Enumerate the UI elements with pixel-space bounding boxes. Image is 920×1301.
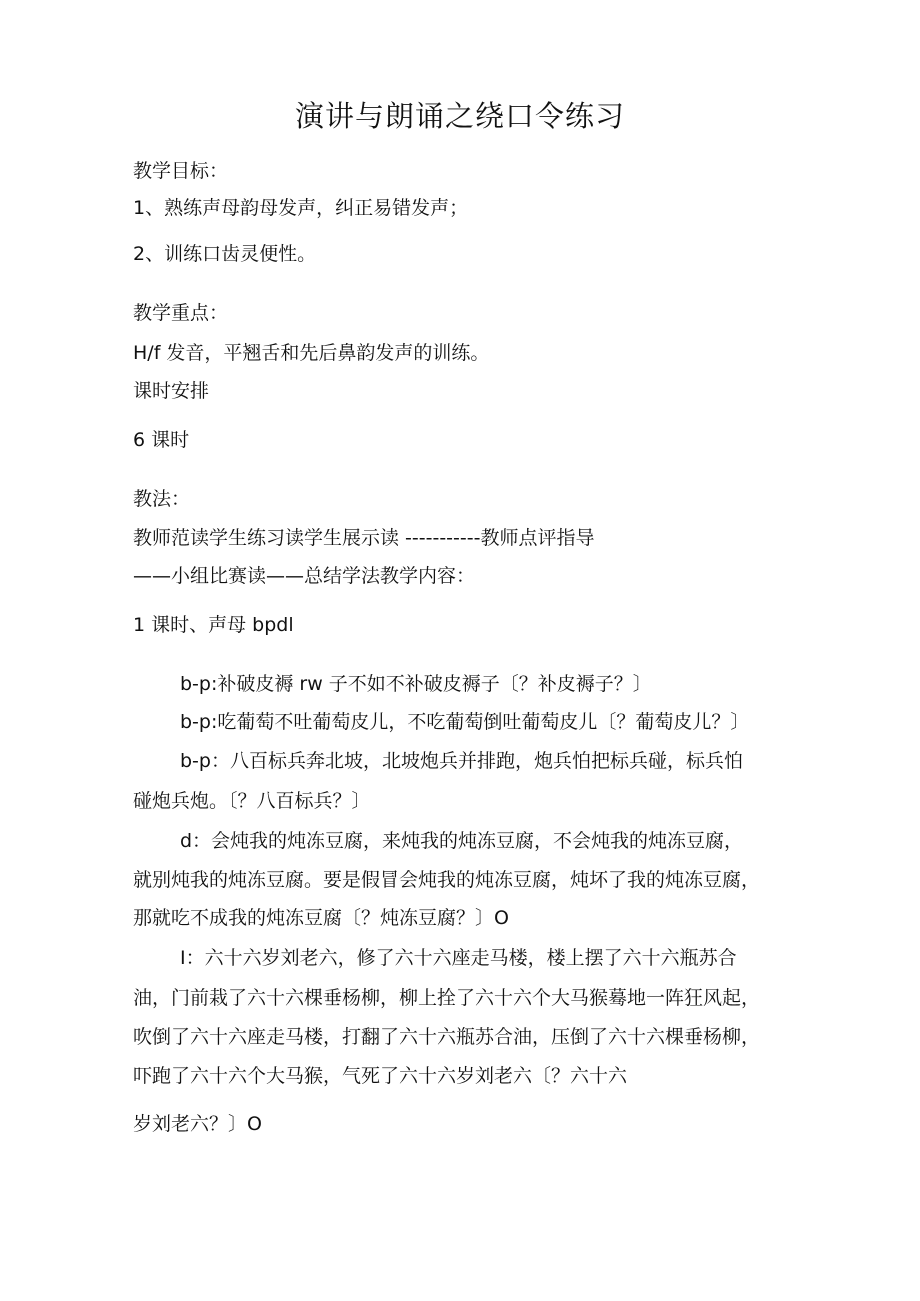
method-heading: 教法： <box>133 488 191 510</box>
twister-bp-3-line-1: b-p：八百标兵奔北坡，北坡炮兵并排跑，炮兵怕把标兵碰，标兵怕 <box>180 750 743 772</box>
schedule-heading: 课时安排 <box>133 380 210 402</box>
schedule-text: 6 课时 <box>133 429 190 451</box>
goals-heading: 教学目标： <box>133 160 229 182</box>
twister-l-line-3: 吹倒了六十六座走马楼，打翻了六十六瓶苏合油，压倒了六十六棵垂杨柳， <box>133 1026 761 1048</box>
twister-bp-3-line-2: 碰炮兵炮。〔？八百标兵？〕 <box>133 790 371 812</box>
goal-item-1: 1、熟练声母韵母发声，纠正易错发声； <box>133 197 469 219</box>
twister-d-line-3: 那就吃不成我的炖冻豆腐〔？炖冻豆腐？〕O <box>133 907 509 929</box>
method-line-2: ——小组比赛读——总结学法教学内容： <box>133 565 476 587</box>
twister-bp-2: b-p:吃葡萄不吐葡萄皮儿，不吃葡萄倒吐葡萄皮儿〔？葡萄皮儿？〕 <box>180 711 750 733</box>
goal-item-2: 2、训练口齿灵便性。 <box>133 243 317 265</box>
document-title: 演讲与朗诵之绕口令练习 <box>294 99 625 133</box>
twister-d-line-2: 就别炖我的炖冻豆腐。要是假冒会炖我的炖冻豆腐，炖坏了我的炖冻豆腐， <box>133 869 761 891</box>
twister-l-line-5: 岁刘老六？〕O <box>133 1113 262 1135</box>
focus-heading: 教学重点： <box>133 302 229 324</box>
twister-bp-1: b-p:补破皮褥 rw 子不如不补破皮褥子〔？补皮褥子？〕 <box>180 673 652 695</box>
twister-l-line-1: I：六十六岁刘老六，修了六十六座走马楼，楼上摆了六十六瓶苏合 <box>180 947 737 969</box>
twister-l-line-2: 油，门前栽了六十六棵垂杨柳，柳上拴了六十六个大马猴蓦地一阵狂风起， <box>133 987 761 1009</box>
twister-d-line-1: d：会炖我的炖冻豆腐，来炖我的炖冻豆腐，不会炖我的炖冻豆腐， <box>180 830 744 852</box>
lesson-heading: 1 课时、声母 bpdl <box>133 614 294 636</box>
twister-l-line-4: 吓跑了六十六个大马猴，气死了六十六岁刘老六〔？六十六 <box>133 1065 628 1087</box>
method-line-1: 教师范读学生练习读学生展示读 -----------教师点评指导 <box>133 527 595 549</box>
focus-text: H/f 发音，平翘舌和先后鼻韵发声的训练。 <box>133 342 490 364</box>
